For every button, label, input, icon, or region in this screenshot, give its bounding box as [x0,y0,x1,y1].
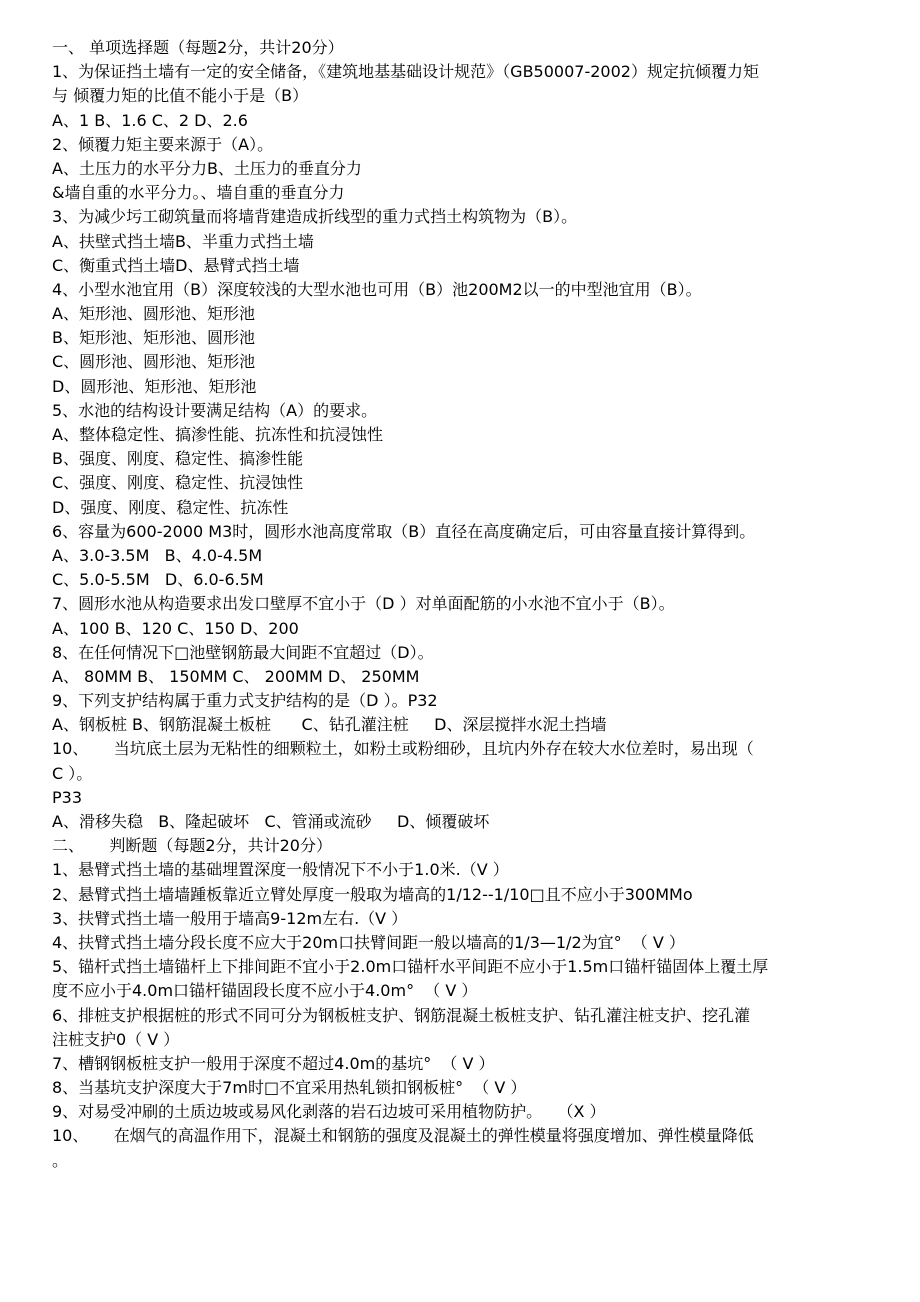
text-line: D、圆形池、矩形池、矩形池 [52,376,257,396]
text-line: A、滑移失稳 B、隆起破坏 C、管涌或流砂 D、倾覆破坏 [52,812,490,831]
text-line: C、衡重式挡土墙D、悬臂式挡土墙 [52,255,300,275]
text-line: 10、 在烟气的高温作用下，混凝土和钢筋的强度及混凝土的弹性模量将强度增加、弹性模量降低 [52,1126,754,1146]
text-line: A、3.0-3.5M B、4.0-4.5M [52,545,263,565]
text-line: 7、圆形水池从构造要求出发口壁厚不宜小于（D ）对单面配筋的小水池不宜小于（B）。 [52,594,675,614]
text-line: 6、排桩支护根据桩的形式不同可分为钢板桩支护、钢筋混凝土板桩支护、钻孔灌注桩支护、挖孔灌 [52,1005,751,1025]
text-line: A、矩形池、圆形池、矩形池 [52,304,255,324]
text-line: 1、悬臂式挡土墙的基础埋置深度一般情况下不小于1.0米.（V ） [52,860,509,880]
text-line: C、5.0-5.5M D、6.0-6.5M [52,570,264,590]
text-line: 10、 当坑底土层为无粘性的细颗粒土，如粉土或粉细砂，且坑内外存在较大水位差时，易出现（ [52,739,754,759]
text-line: A、整体稳定性、搞渗性能、抗冻性和抗浸蚀性 [52,425,383,444]
text-line: 2、悬臂式挡土墙墙踵板靠近立臂处厚度一般取为墙高的1/12--1/10□且不应小于300MMo [52,884,693,904]
text-line: C、强度、刚度、稳定性、抗浸蚀性 [52,473,304,493]
text-line: 4、扶臂式挡土墙分段长度不应大于20m口扶臂间距一般以墙高的1/3—1/2为宜° （ V ） [52,932,685,952]
text-line: B、矩形池、矩形池、圆形池 [52,328,255,348]
text-line: 注桩支护0（ V ） [52,1029,180,1049]
text-line: 8、当基坑支护深度大于7m时□不宜采用热轧锁扣钢板桩° （ V ） [52,1078,527,1098]
text-line: A、 80MM B、 150MM C、 200MM D、 250MM [52,666,420,686]
text-line: 与 倾覆力矩的比值不能小于是（B） [52,86,309,106]
document-body [52,36,882,1173]
text-line: A、1 B、1.6 C、2 D、2.6 [52,110,248,130]
text-line: A、扶壁式挡土墙B、半重力式挡土墙 [52,231,314,251]
text-line: 8、在任何情况下□池壁钢筋最大间距不宜超过（D）。 [52,642,434,662]
text-line: 。 [52,1150,69,1170]
text-line: 3、为减少圬工砌筑量而将墙背建造成折线型的重力式挡土构筑物为（B）。 [52,207,578,227]
text-line: P33 [52,787,83,807]
text-line: A、100 B、120 C、150 D、200 [52,618,299,638]
text-line: 9、下列支护结构属于重力式支护结构的是（D ）。P32 [52,691,438,711]
text-line: 6、容量为600-2000 M3时，圆形水池高度常取（B）直径在高度确定后，可由容量直接计算得到。 [52,521,756,541]
text-line: 5、锚杆式挡土墙锚杆上下排间距不宜小于2.0m口锚杆水平间距不应小于1.5m口锚杆锚固体上覆土厚 [52,957,769,977]
text-line: C、圆形池、圆形池、矩形池 [52,352,256,372]
text-line: 二、 判断题（每题2分，共计20分） [52,836,332,856]
text-line: B、强度、刚度、稳定性、搞渗性能 [52,449,303,469]
text-line: 3、扶臂式挡土墙一般用于墙高9-12m左右.（V ） [52,908,408,928]
text-line: C ）。 [52,763,93,783]
text-line: 度不应小于4.0m口锚杆锚固段长度不应小于4.0m° （ V ） [52,981,478,1001]
text-line: 7、槽钢钢板桩支护一般用于深度不超过4.0m的基坑° （ V ） [52,1053,495,1073]
text-line: 一、 单项选择题（每题2分，共计20分） [52,38,344,57]
text-line: &墙自重的水平分力。、墙自重的垂直分力 [52,183,345,203]
text-line: A、土压力的水平分力B、土压力的垂直分力 [52,158,362,178]
text-line: 4、小型水池宜用（B）深度较浅的大型水池也可用（B）池200M2以一的中型池宜用（B）。 [52,279,702,299]
text-line: 2、倾覆力矩主要来源于（A）。 [52,134,274,154]
text-line: 9、对易受冲刷的土质边坡或易风化剥落的岩石边坡可采用植物防护。 （X ） [52,1102,606,1122]
text-line: 5、水池的结构设计要满足结构（A）的要求。 [52,400,378,420]
text-line: A、钢板桩 B、钢筋混凝土板桩 C、钻孔灌注桩 D、深层搅拌水泥土挡墙 [52,715,607,735]
text-line: D、强度、刚度、稳定性、抗冻性 [52,497,289,517]
text-line: 1、为保证挡土墙有一定的安全储备，《建筑地基基础设计规范》（GB50007-2002）规定抗倾覆力矩 [52,62,759,82]
